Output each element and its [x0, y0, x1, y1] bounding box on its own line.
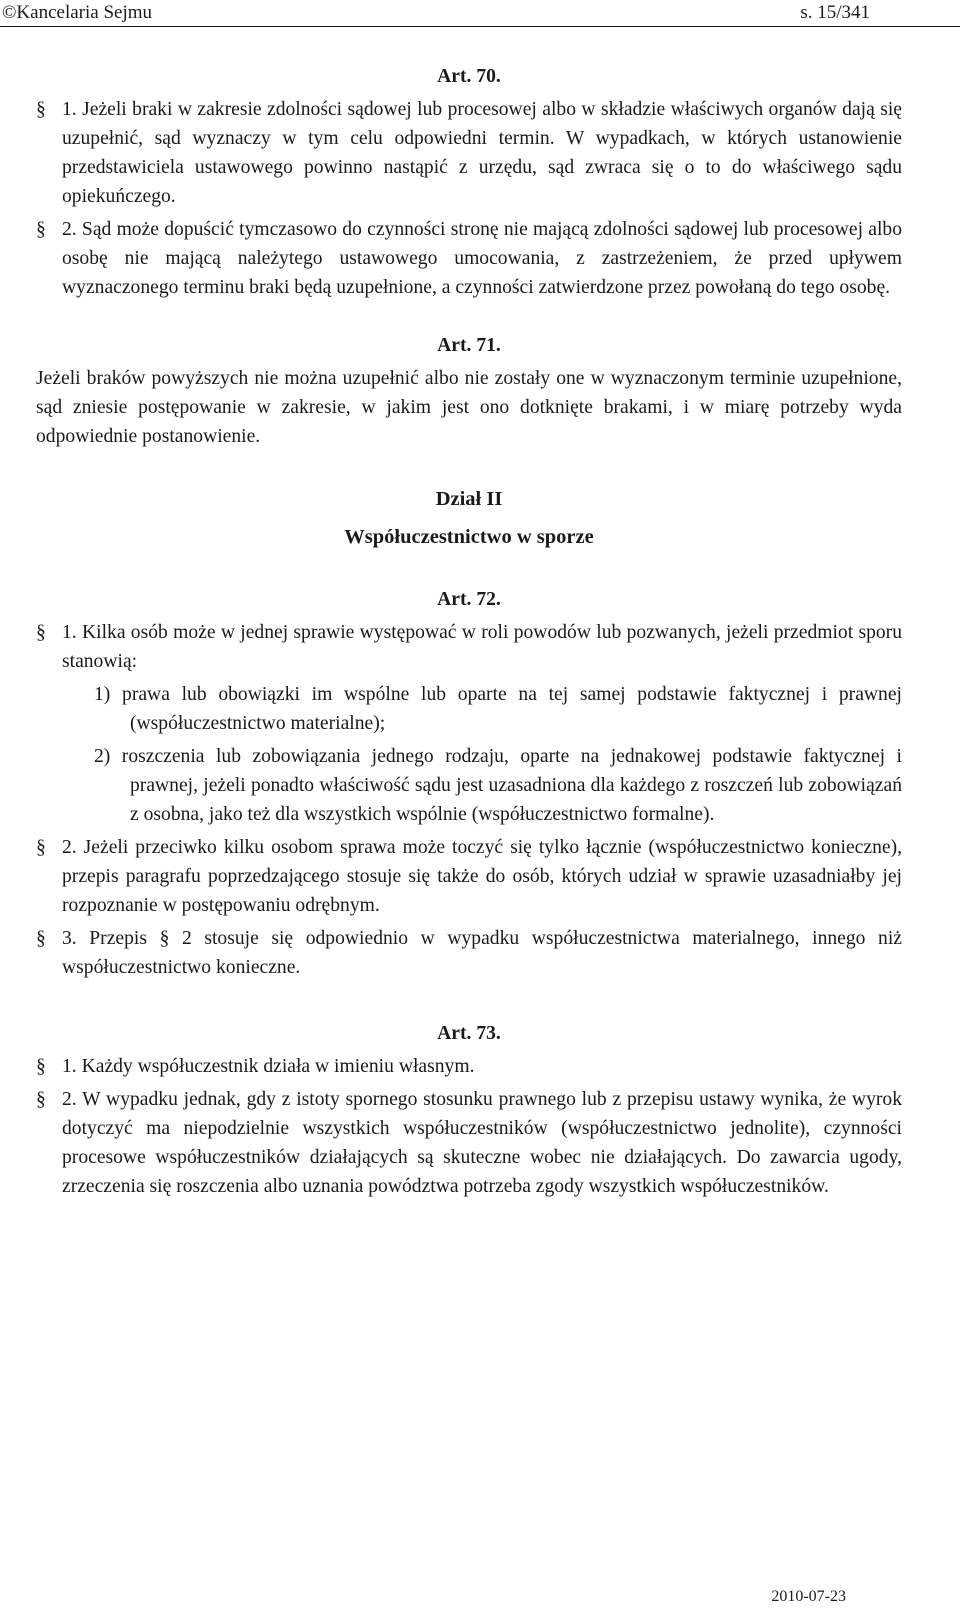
art73-par1 [36, 1052, 902, 1081]
art70-par2 [36, 215, 902, 302]
page-number: s. 15/341 [800, 2, 870, 23]
section-sign-icon: § [36, 1056, 46, 1077]
art72-par2 [36, 833, 902, 920]
art72-point2: 2) roszczenia lub zobowiązania jednego rodzaju, oparte na jednakowej podstawie faktycznej i prawnej, jeżeli ponadto właściwość sądu jest uzasadniona dla każdego z roszczeń lub zobowiązań z osobna, jako też dla wszystkich wspólnie (współuczestnictwo formalne). [94, 746, 902, 825]
division-name: Współuczestnictwo w sporze [344, 526, 594, 548]
art70-par1-text: 1. Jeżeli braki w zakresie zdolności sądowej lub procesowej albo w składzie właściwych organów dają się uzupełnić, sąd wyznaczy w tym celu odpowiedni termin. W wypadkach, w których ustanowienie przedstawiciela ustawowego powinno nastąpić z urzędu, sąd zwraca się o to do właściwego sądu opiekuńczego. [62, 99, 902, 207]
art72-point1: 1) prawa lub obowiązki im wspólne lub oparte na tej samej podstawie faktycznej i prawnej (współuczestnictwo materialne); [94, 684, 902, 734]
section-sign-icon: § [36, 219, 46, 240]
page-header [0, 0, 960, 27]
art73-par2-text: 2. W wypadku jednak, gdy z istoty spornego stosunku prawnego lub z przepisu ustawy wynika, że wyrok dotyczyć ma niepodzielnie wszystkich współuczestników (współuczestnictwo jednolite), czynności procesowe współuczestników działających są skuteczne wobec nie działających. Do zawarcia ugody, zrzeczenia się roszczenia albo uznania powództwa potrzeba zgody wszystkich współuczestników. [62, 1089, 902, 1197]
article-72-title: Art. 72. [437, 589, 501, 610]
art72-par1 [36, 618, 902, 676]
section-sign-icon: § [36, 928, 46, 949]
section-sign-icon: § [36, 622, 46, 643]
section-sign-icon: § [159, 928, 170, 949]
section-sign-icon: § [36, 99, 46, 120]
document-body [36, 62, 902, 1201]
article-70-title: Art. 70. [437, 66, 501, 87]
art72-par3-text-b: 2 stosuje się odpowiednio w wypadku współuczestnictwa materialnego, innego niż współuczestnictwo konieczne. [62, 928, 902, 978]
art72-par3-text-a: 3. Przepis [62, 928, 147, 949]
art72-par1-text: 1. Kilka osób może w jednej sprawie występować w roli powodów lub pozwanych, jeżeli przedmiot sporu stanowią: [62, 622, 902, 672]
art70-par1 [36, 95, 902, 211]
article-71-title: Art. 71. [437, 335, 501, 356]
art73-par1-text: 1. Każdy współuczestnik działa w imieniu własnym. [62, 1056, 475, 1077]
footer-date: 2010-07-23 [771, 1588, 846, 1605]
art72-par3 [36, 924, 902, 982]
art71-text: Jeżeli braków powyższych nie można uzupełnić albo nie zostały one w wyznaczonym terminie uzupełnione, sąd zniesie postępowanie w zakresie, w jakim jest ono dotknięte brakami, i w miarę potrzeby wyda odpowiednie postanowienie. [36, 368, 902, 447]
section-sign-icon: § [36, 1089, 46, 1110]
publisher-label: ©Kancelaria Sejmu [2, 2, 153, 23]
article-73-title: Art. 73. [437, 1023, 501, 1044]
section-sign-icon: § [36, 837, 46, 858]
art73-par2 [36, 1085, 902, 1201]
art72-par2-text: 2. Jeżeli przeciwko kilku osobom sprawa może toczyć się tylko łącznie (współuczestnictwo konieczne), przepis paragrafu poprzedzającego stosuje się także do osób, których udział w sprawie uzasadniałby jej rozpoznanie w postępowaniu odrębnym. [62, 837, 902, 916]
art70-par2-text: 2. Sąd może dopuścić tymczasowo do czynności stronę nie mającą zdolności sądowej lub procesowej albo osobę nie mającą należytego ustawowego umocowania, z zastrzeżeniem, że przed upływem wyznaczonego terminu braki będą uzupełnione, a czynności zatwierdzone przez powołaną do tego osobę. [62, 219, 902, 298]
division-number: Dział II [435, 488, 503, 510]
